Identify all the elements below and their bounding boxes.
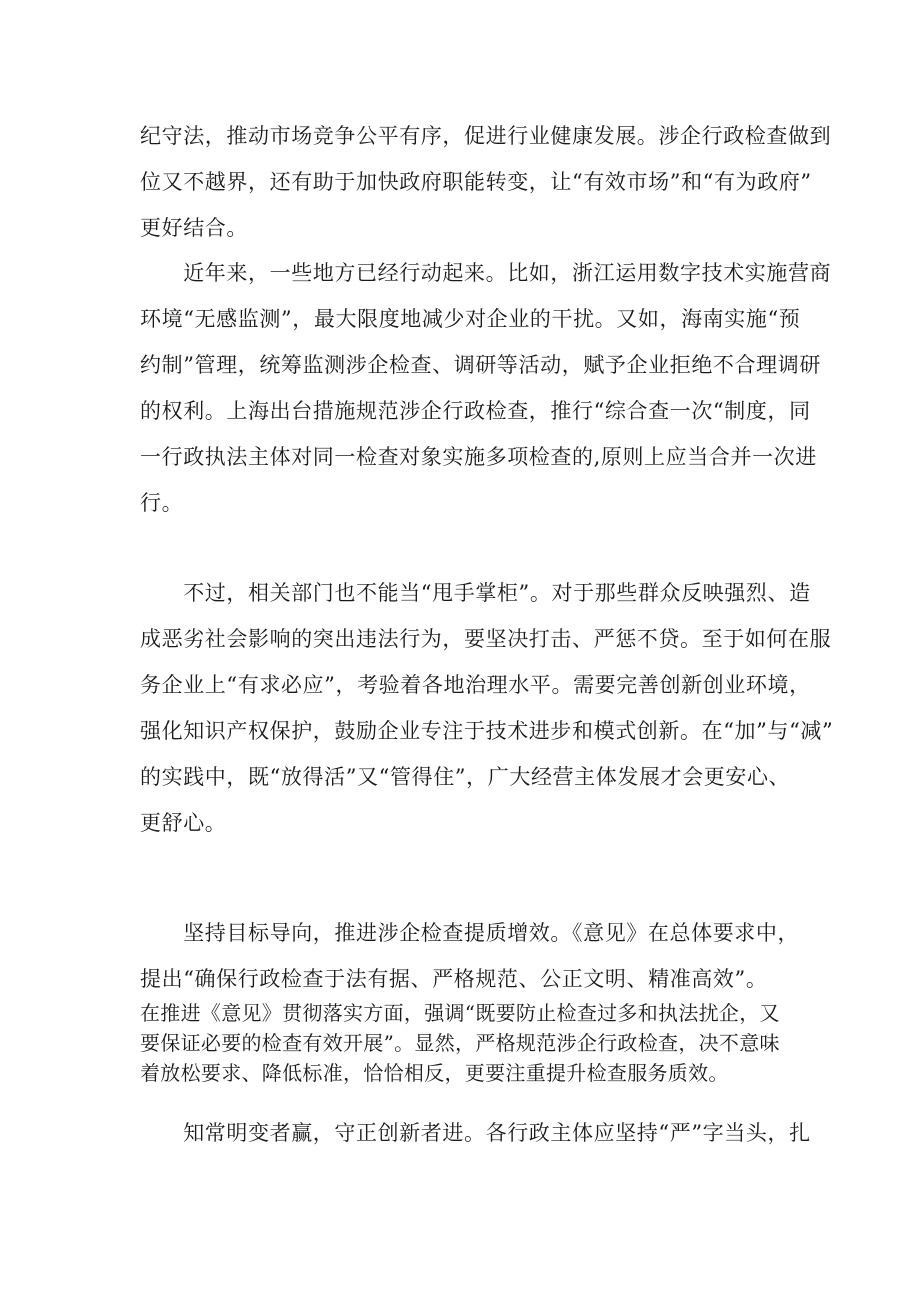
paragraph-6 [140, 1110, 811, 1156]
text-line: 更舒心。 [140, 811, 227, 835]
paragraph-2 [140, 250, 832, 526]
text-line: 环境“无感监测”，最大限度地减少对企业的干扰。又如，海南实施“预 [140, 307, 801, 331]
text-line: 坚持目标导向，推进涉企检查提质增效。《意见》在总体要求中， [140, 921, 800, 945]
text-line: 提出“确保行政检查于法有据、严格规范、公正文明、精准高效”。 [140, 967, 768, 991]
text-line: 知常明变者赢，守正创新者进。各行政主体应坚持“严”字当头，扎 [140, 1121, 811, 1145]
paragraph-3 [140, 570, 834, 846]
text-line: 一行政执法主体对同一检查对象实施多项检查的,原则上应当合并一次进 [140, 445, 817, 469]
text-line: 务企业上“有求必应”，考验着各地治理水平。需要完善创新创业环境， [140, 673, 811, 697]
text-line: 的权利。上海出台措施规范涉企行政检查，推行“综合查一次“制度，同 [140, 399, 811, 423]
text-line: 要保证必要的检查有效开展”。显然，严格规范涉企行政检查，决不意味 [140, 1031, 780, 1055]
text-line: 行。 [140, 491, 184, 515]
text-line: 纪守法，推动市场竞争公平有序，促进行业健康发展。涉企行政检查做到 [140, 124, 832, 148]
text-line: 在推进《意见》贯彻落实方面，强调“既要防止检查过多和执法扰企，又 [140, 1001, 780, 1025]
text-line: 近年来，一些地方已经行动起来。比如，浙江运用数字技术实施营商 [140, 261, 832, 285]
text-line: 约制”管理，统筹监测涉企检查、调研等活动，赋予企业拒绝不合理调研 [140, 353, 821, 377]
text-line: 不过，相关部门也不能当“甩手掌柜”。对于那些群众反映强烈、造 [140, 581, 811, 605]
text-line: 更好结合。 [140, 216, 248, 240]
text-line: 的实践中，既“放得活”又“管得住”，广大经营主体发展才会更安心、 [140, 765, 791, 789]
text-line: 着放松要求、降低标准，恰恰相反，更要注重提升检查服务质效。 [140, 1061, 729, 1085]
paragraph-1 [140, 113, 832, 251]
text-line: 强化知识产权保护，鼓励企业专注于技术进步和模式创新。在“加”与“减” [140, 719, 834, 743]
text-line: 位又不越界，还有助于加快政府职能转变，让“有效市场”和“有为政府” [140, 170, 812, 194]
paragraph-4 [140, 910, 800, 1002]
text-line: 成恶劣社会影响的突出违法行为，要坚决打击、严惩不贷。至于如何在服 [140, 627, 832, 651]
paragraph-5 [140, 998, 780, 1088]
